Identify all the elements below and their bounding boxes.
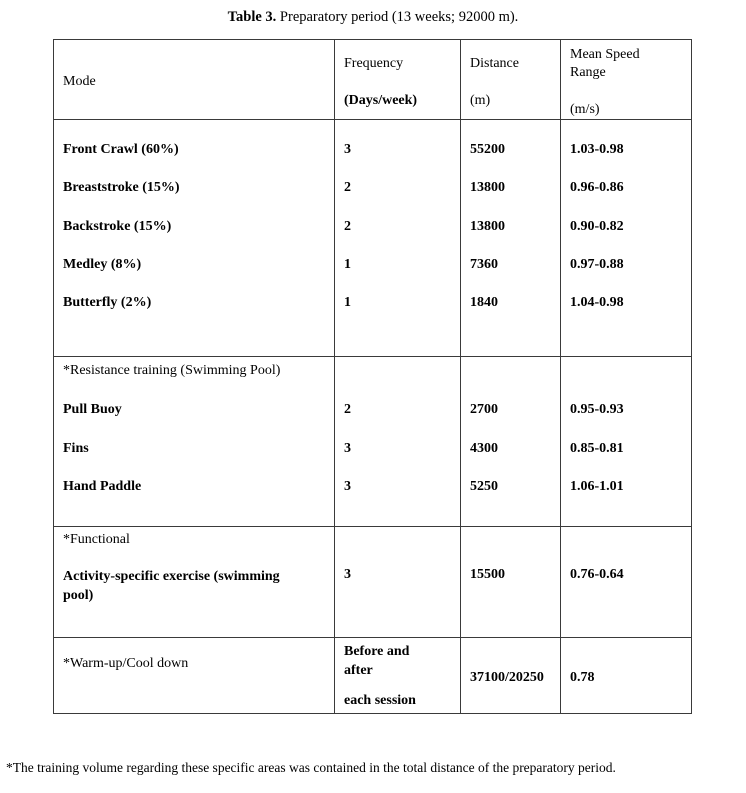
speed-front-crawl: 1.03-0.98 [570, 142, 624, 157]
section-warmup-mode [54, 638, 335, 714]
frequency-medley: 1 [344, 257, 351, 272]
table-caption [0, 8, 746, 26]
header-unit-frequency: (Days/week) [344, 93, 418, 108]
frequency-front-crawl: 3 [344, 142, 351, 157]
speed-activity-specific-exercise: 0.76-0.64 [570, 567, 624, 582]
speed-backstroke: 0.90-0.82 [570, 219, 624, 234]
section-stroke-modes-speed [561, 120, 692, 357]
header-cell-frequency [335, 40, 461, 120]
mode-breaststroke: Breaststroke (15%) [63, 180, 180, 195]
distance-fins: 4300 [470, 441, 498, 456]
section-functional-mode [54, 527, 335, 638]
table-row [54, 120, 692, 357]
speed-butterfly: 1.04-0.98 [570, 295, 624, 310]
section-resistance-mode [54, 357, 335, 527]
frequency-backstroke: 2 [344, 219, 351, 234]
section-warmup-frequency [335, 638, 461, 714]
frequency-activity-specific-exercise: 3 [344, 567, 351, 582]
section-stroke-modes-distance [461, 120, 561, 357]
frequency-pull-buoy: 2 [344, 402, 351, 417]
frequency-butterfly: 1 [344, 295, 351, 310]
header-cell-mode [54, 40, 335, 120]
header-label-mode: Mode [63, 74, 96, 89]
header-cell-mean-speed-range [561, 40, 692, 120]
section-functional-speed [561, 527, 692, 638]
mode-fins: Fins [63, 441, 89, 456]
distance-activity-specific-exercise: 15500 [470, 567, 505, 582]
heading-resistance-training: *Resistance training (Swimming Pool) [63, 363, 281, 378]
header-cell-distance [461, 40, 561, 120]
mode-backstroke: Backstroke (15%) [63, 219, 172, 234]
table-container [53, 39, 691, 714]
table-caption-label: Table 3. [227, 9, 277, 25]
frequency-fins: 3 [344, 441, 351, 456]
frequency-warm-up-line3: each session [344, 693, 416, 708]
section-functional-distance [461, 527, 561, 638]
header-label-mean-speed [570, 46, 640, 82]
speed-pull-buoy: 0.95-0.93 [570, 402, 624, 417]
table-header-row [54, 40, 692, 120]
table-row [54, 638, 692, 714]
speed-medley: 0.97-0.88 [570, 257, 624, 272]
section-functional-frequency [335, 527, 461, 638]
frequency-warm-up-line1: Before and [344, 644, 410, 659]
distance-medley: 7360 [470, 257, 498, 272]
table-footnote: *The training volume regarding these specific areas was contained in the total distance of the preparatory period. [6, 760, 616, 775]
distance-front-crawl: 55200 [470, 142, 505, 157]
section-stroke-modes-frequency [335, 120, 461, 357]
frequency-warm-up-cool-down [344, 642, 409, 680]
header-label-mean-speed-line2: Range [570, 65, 606, 80]
header-unit-mean-speed: (m/s) [570, 102, 600, 117]
table-row [54, 527, 692, 638]
mode-activity-specific-exercise-line2: pool) [63, 588, 94, 603]
header-unit-distance: (m) [470, 93, 491, 108]
distance-backstroke: 13800 [470, 219, 505, 234]
table-caption-text: Preparatory period (13 weeks; 92000 m). [276, 9, 519, 25]
distance-butterfly: 1840 [470, 295, 498, 310]
mode-medley: Medley (8%) [63, 257, 142, 272]
speed-warm-up-cool-down: 0.78 [570, 670, 595, 685]
distance-hand-paddle: 5250 [470, 479, 498, 494]
frequency-breaststroke: 2 [344, 180, 351, 195]
header-label-mean-speed-line1: Mean Speed [570, 47, 640, 62]
section-resistance-frequency [335, 357, 461, 527]
mode-butterfly: Butterfly (2%) [63, 295, 152, 310]
preparatory-period-table [53, 39, 692, 714]
heading-functional: *Functional [63, 532, 130, 547]
frequency-hand-paddle: 3 [344, 479, 351, 494]
speed-breaststroke: 0.96-0.86 [570, 180, 624, 195]
section-stroke-modes-mode [54, 120, 335, 357]
table-row [54, 357, 692, 527]
frequency-warm-up-line2: after [344, 663, 373, 678]
distance-warm-up-cool-down: 37100/20250 [470, 670, 544, 685]
header-label-distance: Distance [470, 56, 519, 71]
speed-fins: 0.85-0.81 [570, 441, 624, 456]
section-resistance-distance [461, 357, 561, 527]
speed-hand-paddle: 1.06-1.01 [570, 479, 624, 494]
mode-activity-specific-exercise-line1: Activity-specific exercise (swimming [63, 569, 280, 584]
mode-front-crawl: Front Crawl (60%) [63, 142, 179, 157]
mode-activity-specific-exercise [63, 567, 280, 605]
mode-hand-paddle: Hand Paddle [63, 479, 142, 494]
distance-breaststroke: 13800 [470, 180, 505, 195]
mode-pull-buoy: Pull Buoy [63, 402, 122, 417]
header-label-frequency: Frequency [344, 56, 404, 71]
section-warmup-distance [461, 638, 561, 714]
mode-warm-up-cool-down: *Warm-up/Cool down [63, 656, 189, 671]
distance-pull-buoy: 2700 [470, 402, 498, 417]
section-warmup-speed [561, 638, 692, 714]
section-resistance-speed [561, 357, 692, 527]
